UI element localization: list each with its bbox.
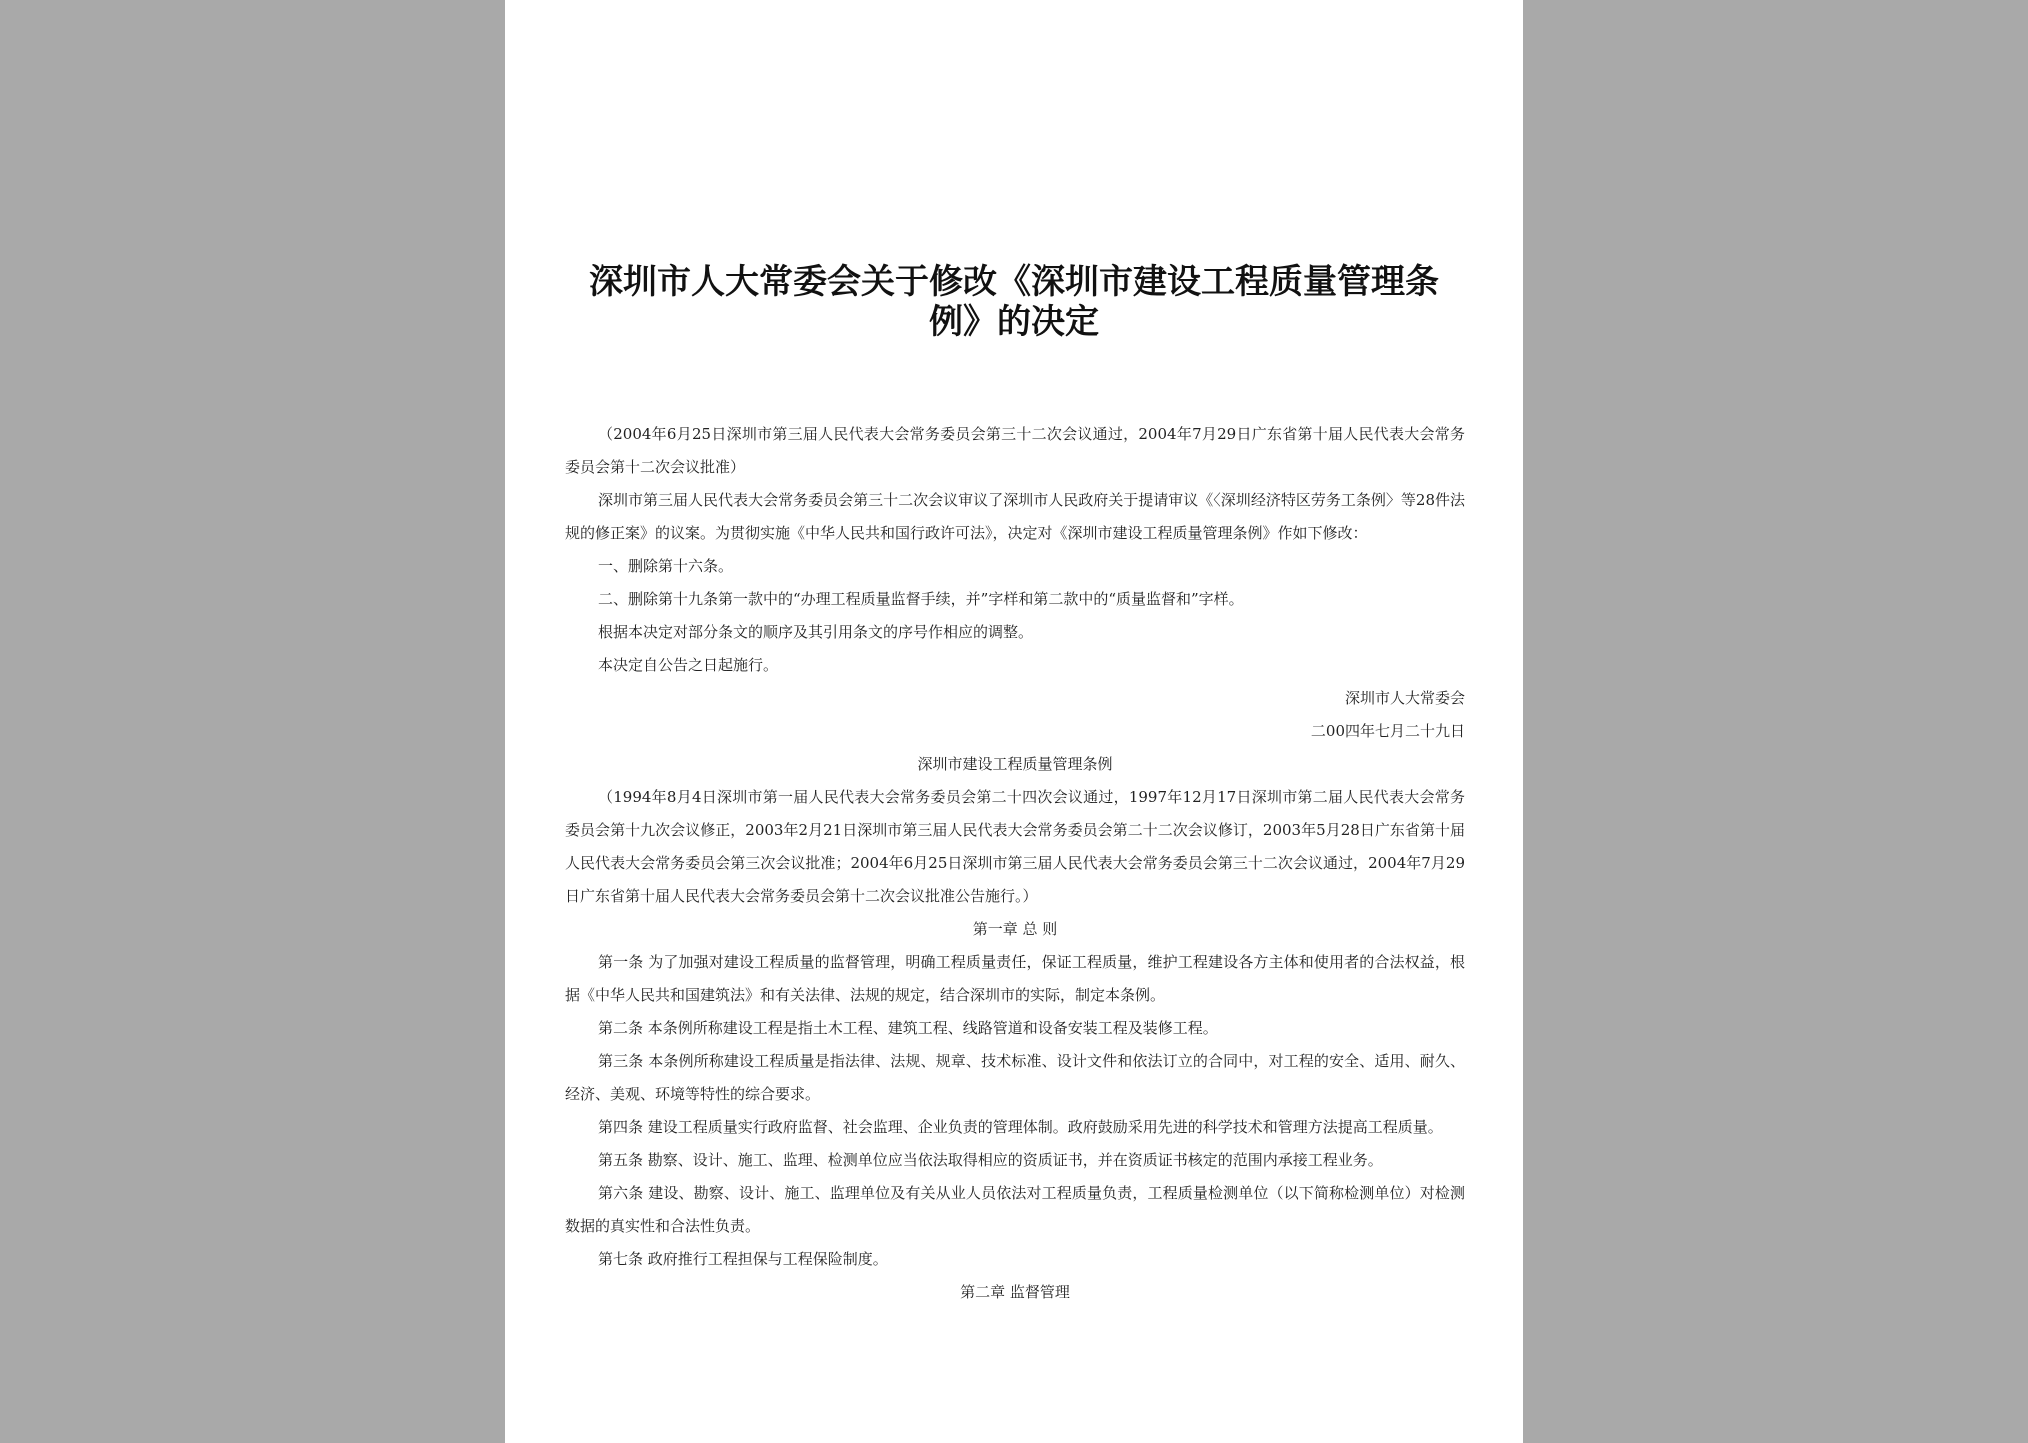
article: 第六条 建设、勘察、设计、施工、监理单位及有关从业人员依法对工程质量负责，工程质量检测单位（以下简称检测单位）对检测数据的真实性和合法性负责。 xyxy=(565,1184,1465,1235)
chapter-heading: 第一章 总 则 xyxy=(972,920,1058,938)
article: 第一条 为了加强对建设工程质量的监督管理，明确工程质量责任，保证工程质量，维护工程建设各方主体和使用者的合法权益，根据《中华人民共和国建筑法》和有关法律、法规的规定，结合深圳市的实际，制定本条例。 xyxy=(565,953,1465,1004)
article: 第七条 政府推行工程担保与工程保险制度。 xyxy=(598,1250,888,1268)
paragraph: （2004年6月25日深圳市第三届人民代表大会常务委员会第三十二次会议通过，2004年7月29日广东省第十届人民代表大会常务委员会第十二次会议批准） xyxy=(565,425,1465,476)
paragraph: 本决定自公告之日起施行。 xyxy=(598,656,779,674)
regulation-title: 深圳市建设工程质量管理条例 xyxy=(917,755,1113,773)
signature-date: 二00四年七月二十九日 xyxy=(1310,722,1465,740)
chapter-heading: 第二章 监督管理 xyxy=(960,1283,1070,1301)
article: 第五条 勘察、设计、施工、监理、检测单位应当依法取得相应的资质证书，并在资质证书核定的范围内承接工程业务。 xyxy=(598,1151,1383,1169)
paragraph: 深圳市第三届人民代表大会常务委员会第三十二次会议审议了深圳市人民政府关于提请审议《〈深圳经济特区劳务工条例〉等28件法规的修正案》的议案。为贯彻实施《中华人民共和国行政许可法》，决定对《深圳市建设工程质量管理条例》作如下修改： xyxy=(565,491,1465,542)
document-title: 深圳市人大常委会关于修改《深圳市建设工程质量管理条例》的决定 xyxy=(589,262,1439,342)
article: 第三条 本条例所称建设工程质量是指法律、法规、规章、技术标准、设计文件和依法订立的合同中，对工程的安全、适用、耐久、经济、美观、环境等特性的综合要求。 xyxy=(565,1052,1465,1103)
paragraph: 二、删除第十九条第一款中的“办理工程质量监督手续，并”字样和第二款中的“质量监督和”字样。 xyxy=(598,590,1244,608)
signature-org: 深圳市人大常委会 xyxy=(1344,689,1465,707)
document-page xyxy=(505,0,1523,1443)
paragraph: 一、删除第十六条。 xyxy=(598,557,734,575)
article: 第二条 本条例所称建设工程是指土木工程、建筑工程、线路管道和设备安装工程及装修工程。 xyxy=(598,1019,1218,1037)
paragraph: 根据本决定对部分条文的顺序及其引用条文的序号作相应的调整。 xyxy=(598,623,1034,641)
article: 第四条 建设工程质量实行政府监督、社会监理、企业负责的管理体制。政府鼓励采用先进的科学技术和管理方法提高工程质量。 xyxy=(598,1118,1443,1136)
document-body xyxy=(565,418,1465,1309)
regulation-history: （1994年8月4日深圳市第一届人民代表大会常务委员会第二十四次会议通过，1997年12月17日深圳市第二届人民代表大会常务委员会第十九次会议修正，2003年2月21日深圳市第三届人民代表大会常务委员会第二十二次会议修订，2003年5月28日广东省第十届人民代表大会常务委员会第三次会议批准；2004年6月25日深圳市第三届人民代表大会常务委员会第三十二次会议通过，2004年7月29日广东省第十届人民代表大会常务委员会第十二次会议批准公告施行。） xyxy=(565,788,1465,905)
